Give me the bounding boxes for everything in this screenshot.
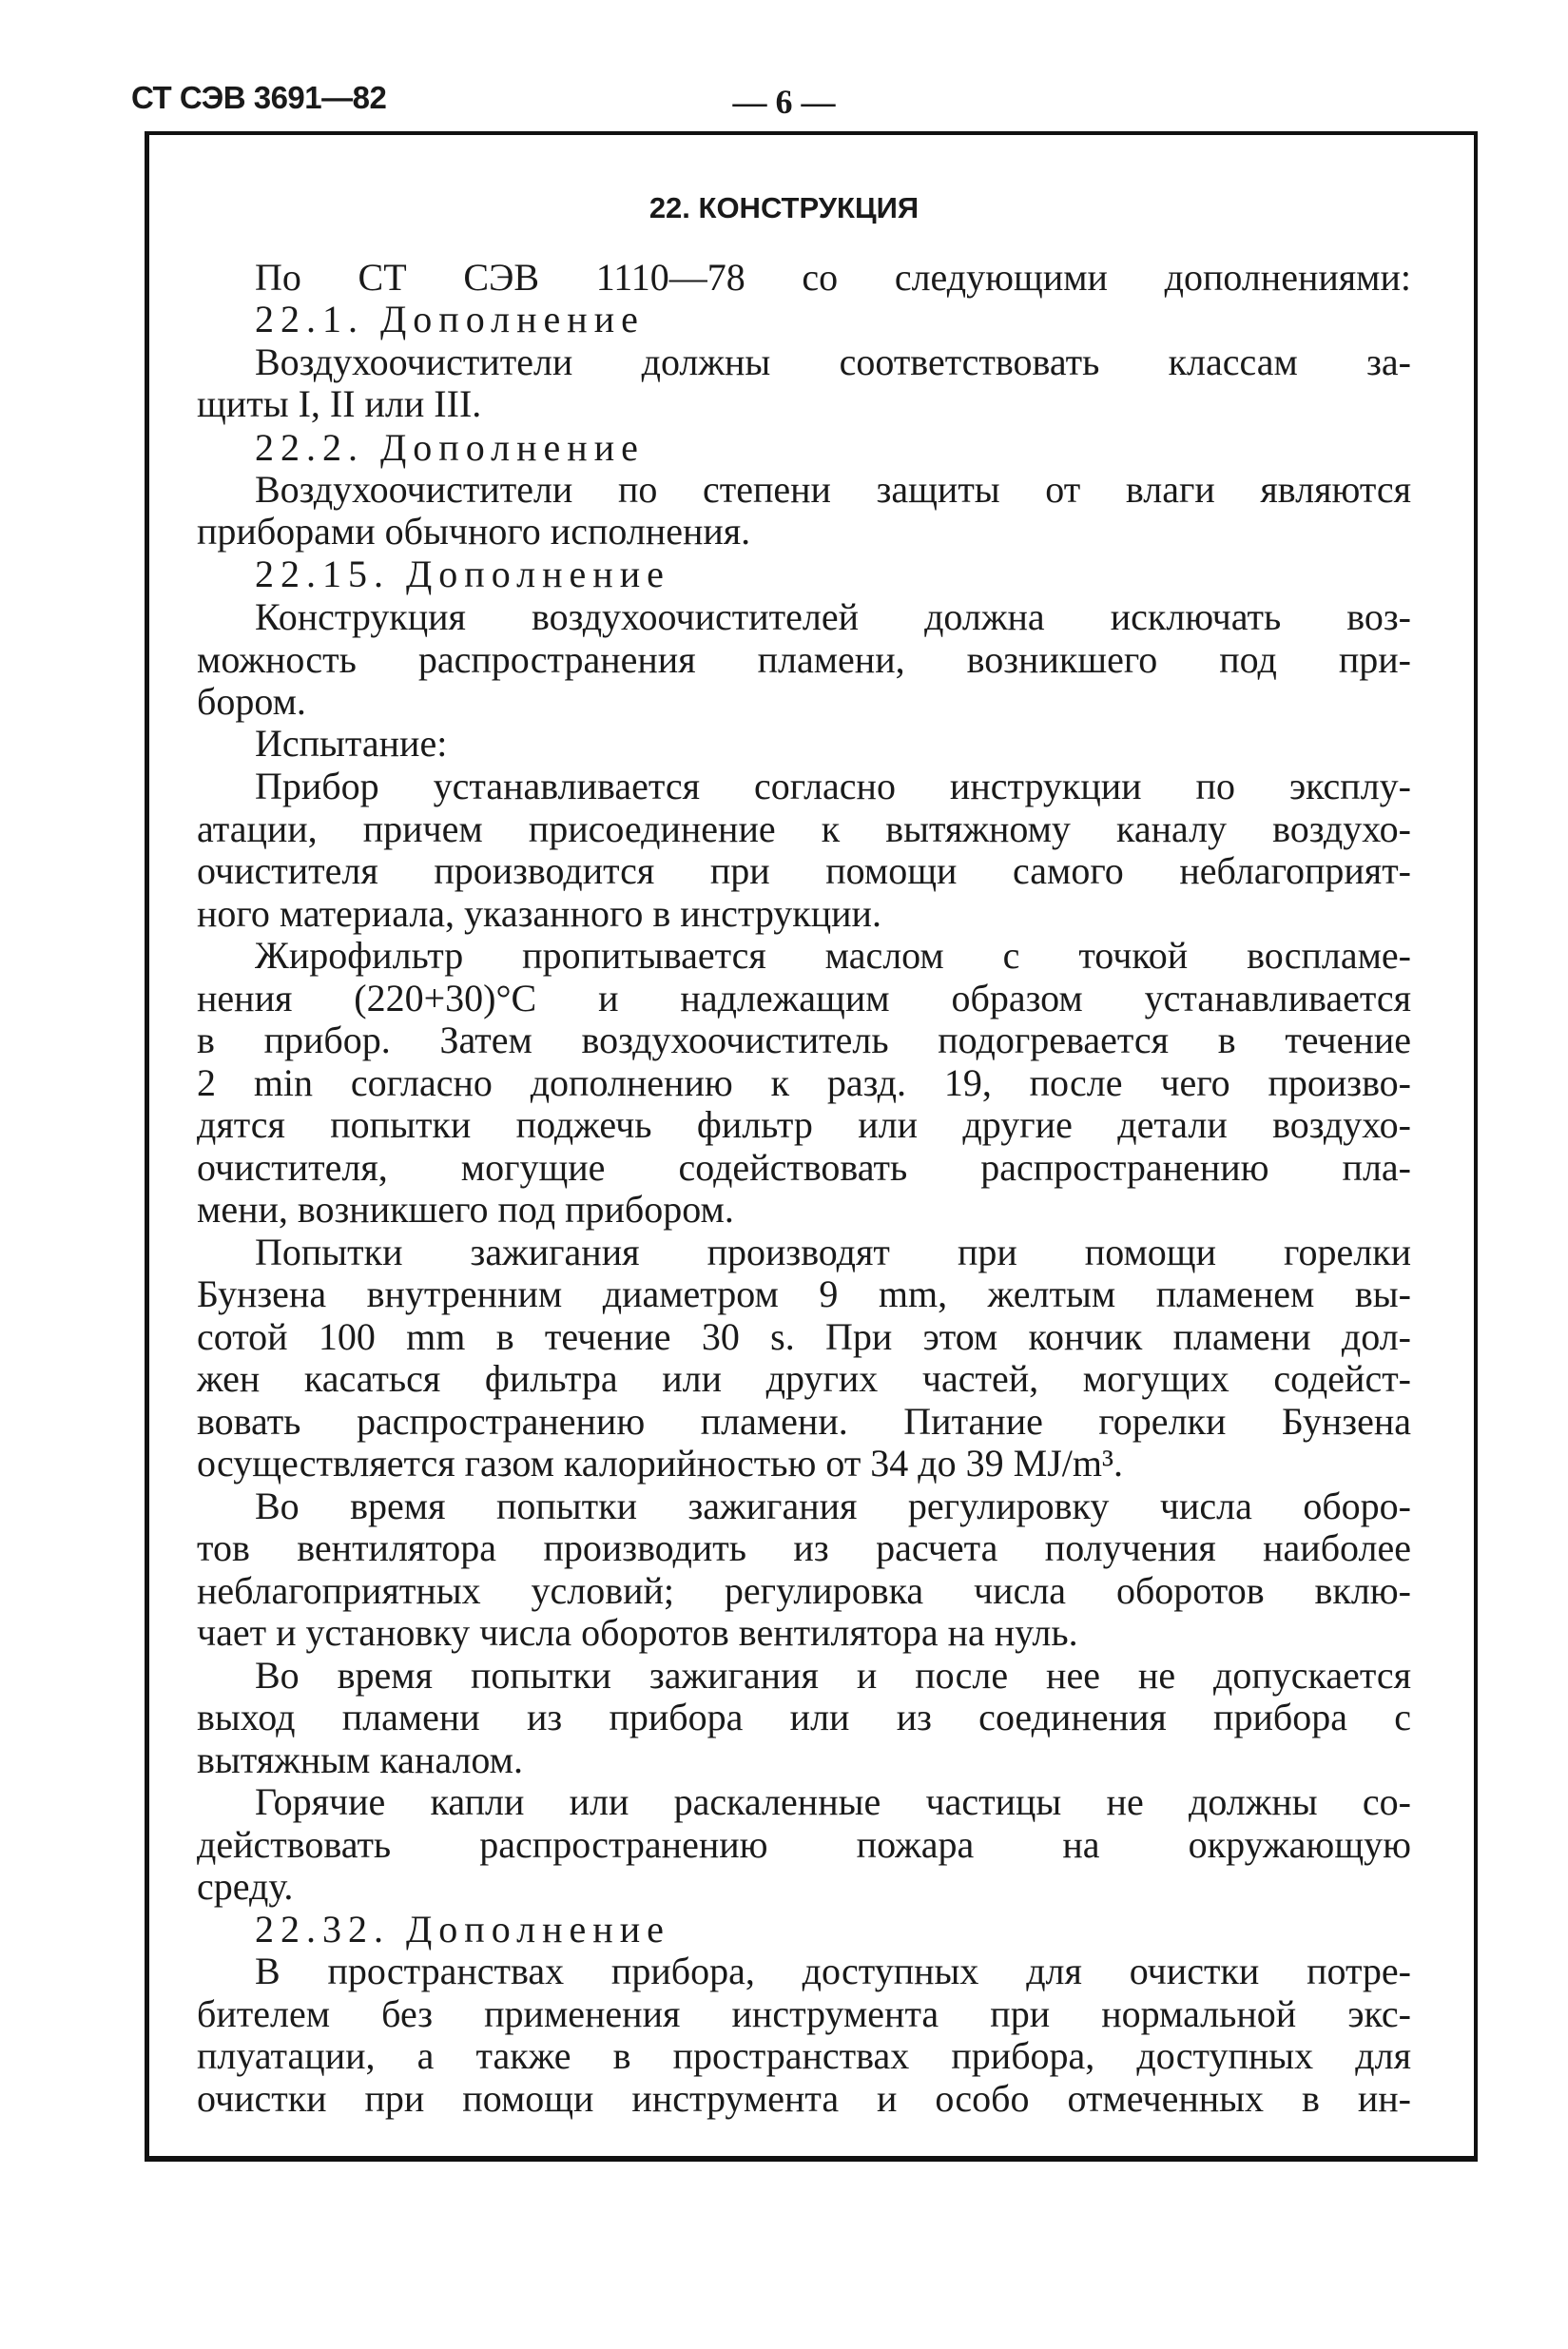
text-line: Воздухоочистители по степени защиты от влаги являются (255, 468, 1411, 511)
text-line: приборами обычного исполнения. (197, 510, 751, 553)
text-line: дятся попытки поджечь фильтр или другие детали воздухо- (197, 1103, 1411, 1146)
text-line: Испытание: (255, 722, 448, 765)
text-line: плуатации, а также в пространствах прибора, доступных для (197, 2034, 1411, 2077)
subsection-label: 22.2. Дополнение (255, 426, 645, 469)
text-line: атации, причем присоединение к вытяжному каналу воздухо- (197, 807, 1411, 850)
text-line: вытяжным каналом. (197, 1738, 523, 1781)
text-line: в прибор. Затем воздухоочиститель подогревается в течение (197, 1019, 1411, 1061)
text-line: В пространствах прибора, доступных для очистки потре- (255, 1950, 1411, 1992)
text-line: действовать распространению пожара на окружающую (197, 1823, 1411, 1866)
subsection-label: 22.32. Дополнение (255, 1908, 670, 1951)
text-line: 2 min согласно дополнению к разд. 19, после чего произво- (197, 1061, 1411, 1104)
text-line: очистителя производится при помощи самого неблагоприят- (197, 849, 1411, 892)
text-line: Бунзена внутренним диаметром 9 mm, желтым пламенем вы- (197, 1272, 1411, 1315)
text-line: нения (220+30)°С и надлежащим образом устанавливается (197, 977, 1411, 1019)
text-line: можность распространения пламени, возникшего под при- (197, 638, 1411, 681)
text-line: неблагоприятных условий; регулировка числа оборотов вклю- (197, 1569, 1411, 1612)
section-heading: 22. КОНСТРУКЦИЯ (648, 191, 920, 224)
text-line: тов вентилятора производить из расчета получения наиболее (197, 1526, 1411, 1569)
text-line: По СТ СЭВ 1110—78 со следующими дополнениями: (255, 256, 1411, 299)
text-line: очистителя, могущие содействовать распространению пла- (197, 1146, 1411, 1189)
text-line: Во время попытки зажигания и после нее не допускается (255, 1654, 1411, 1697)
page-number: — 6 — (732, 83, 836, 121)
text-line: Конструкция воздухоочистителей должна исключать воз- (255, 595, 1411, 638)
text-line: мени, возникшего под прибором. (197, 1188, 734, 1231)
text-line: Во время попытки зажигания регулировку числа оборо- (255, 1485, 1411, 1527)
subsection-label: 22.15. Дополнение (255, 553, 670, 595)
text-line: среду. (197, 1865, 294, 1908)
text-line: жен касаться фильтра или других частей, могущих содейст- (197, 1357, 1411, 1400)
text-line: бителем без применения инструмента при нормальной экс- (197, 1992, 1411, 2035)
text-line: Жирофильтр пропитывается маслом с точкой воспламе- (255, 934, 1411, 977)
text-line: сотой 100 mm в течение 30 s. При этом кончик пламени дол- (197, 1315, 1411, 1358)
standard-code: СТ СЭВ 3691—82 (131, 80, 387, 115)
text-line: осуществляется газом калорийностью от 34 до 39 MJ/m³. (197, 1442, 1124, 1485)
text-line: Горячие капли или раскаленные частицы не должны со- (255, 1780, 1411, 1823)
text-line: Попытки зажигания производят при помощи горелки (255, 1231, 1411, 1273)
text-line: выход пламени из прибора или из соединения прибора с (197, 1696, 1411, 1738)
text-line: Воздухоочистители должны соответствовать классам за- (255, 340, 1411, 383)
text-line: очистки при помощи инструмента и особо отмеченных в ин- (197, 2077, 1411, 2120)
text-line: Прибор устанавливается согласно инструкции по эксплу- (255, 765, 1411, 807)
subsection-label: 22.1. Дополнение (255, 298, 645, 340)
text-line: чает и установку числа оборотов вентилятора на нуль. (197, 1611, 1078, 1654)
text-line: бором. (197, 680, 306, 723)
text-line: щиты I, II или III. (197, 382, 482, 425)
text-line: вовать распространению пламени. Питание горелки Бунзена (197, 1400, 1411, 1443)
text-line: ного материала, указанного в инструкции. (197, 892, 881, 935)
